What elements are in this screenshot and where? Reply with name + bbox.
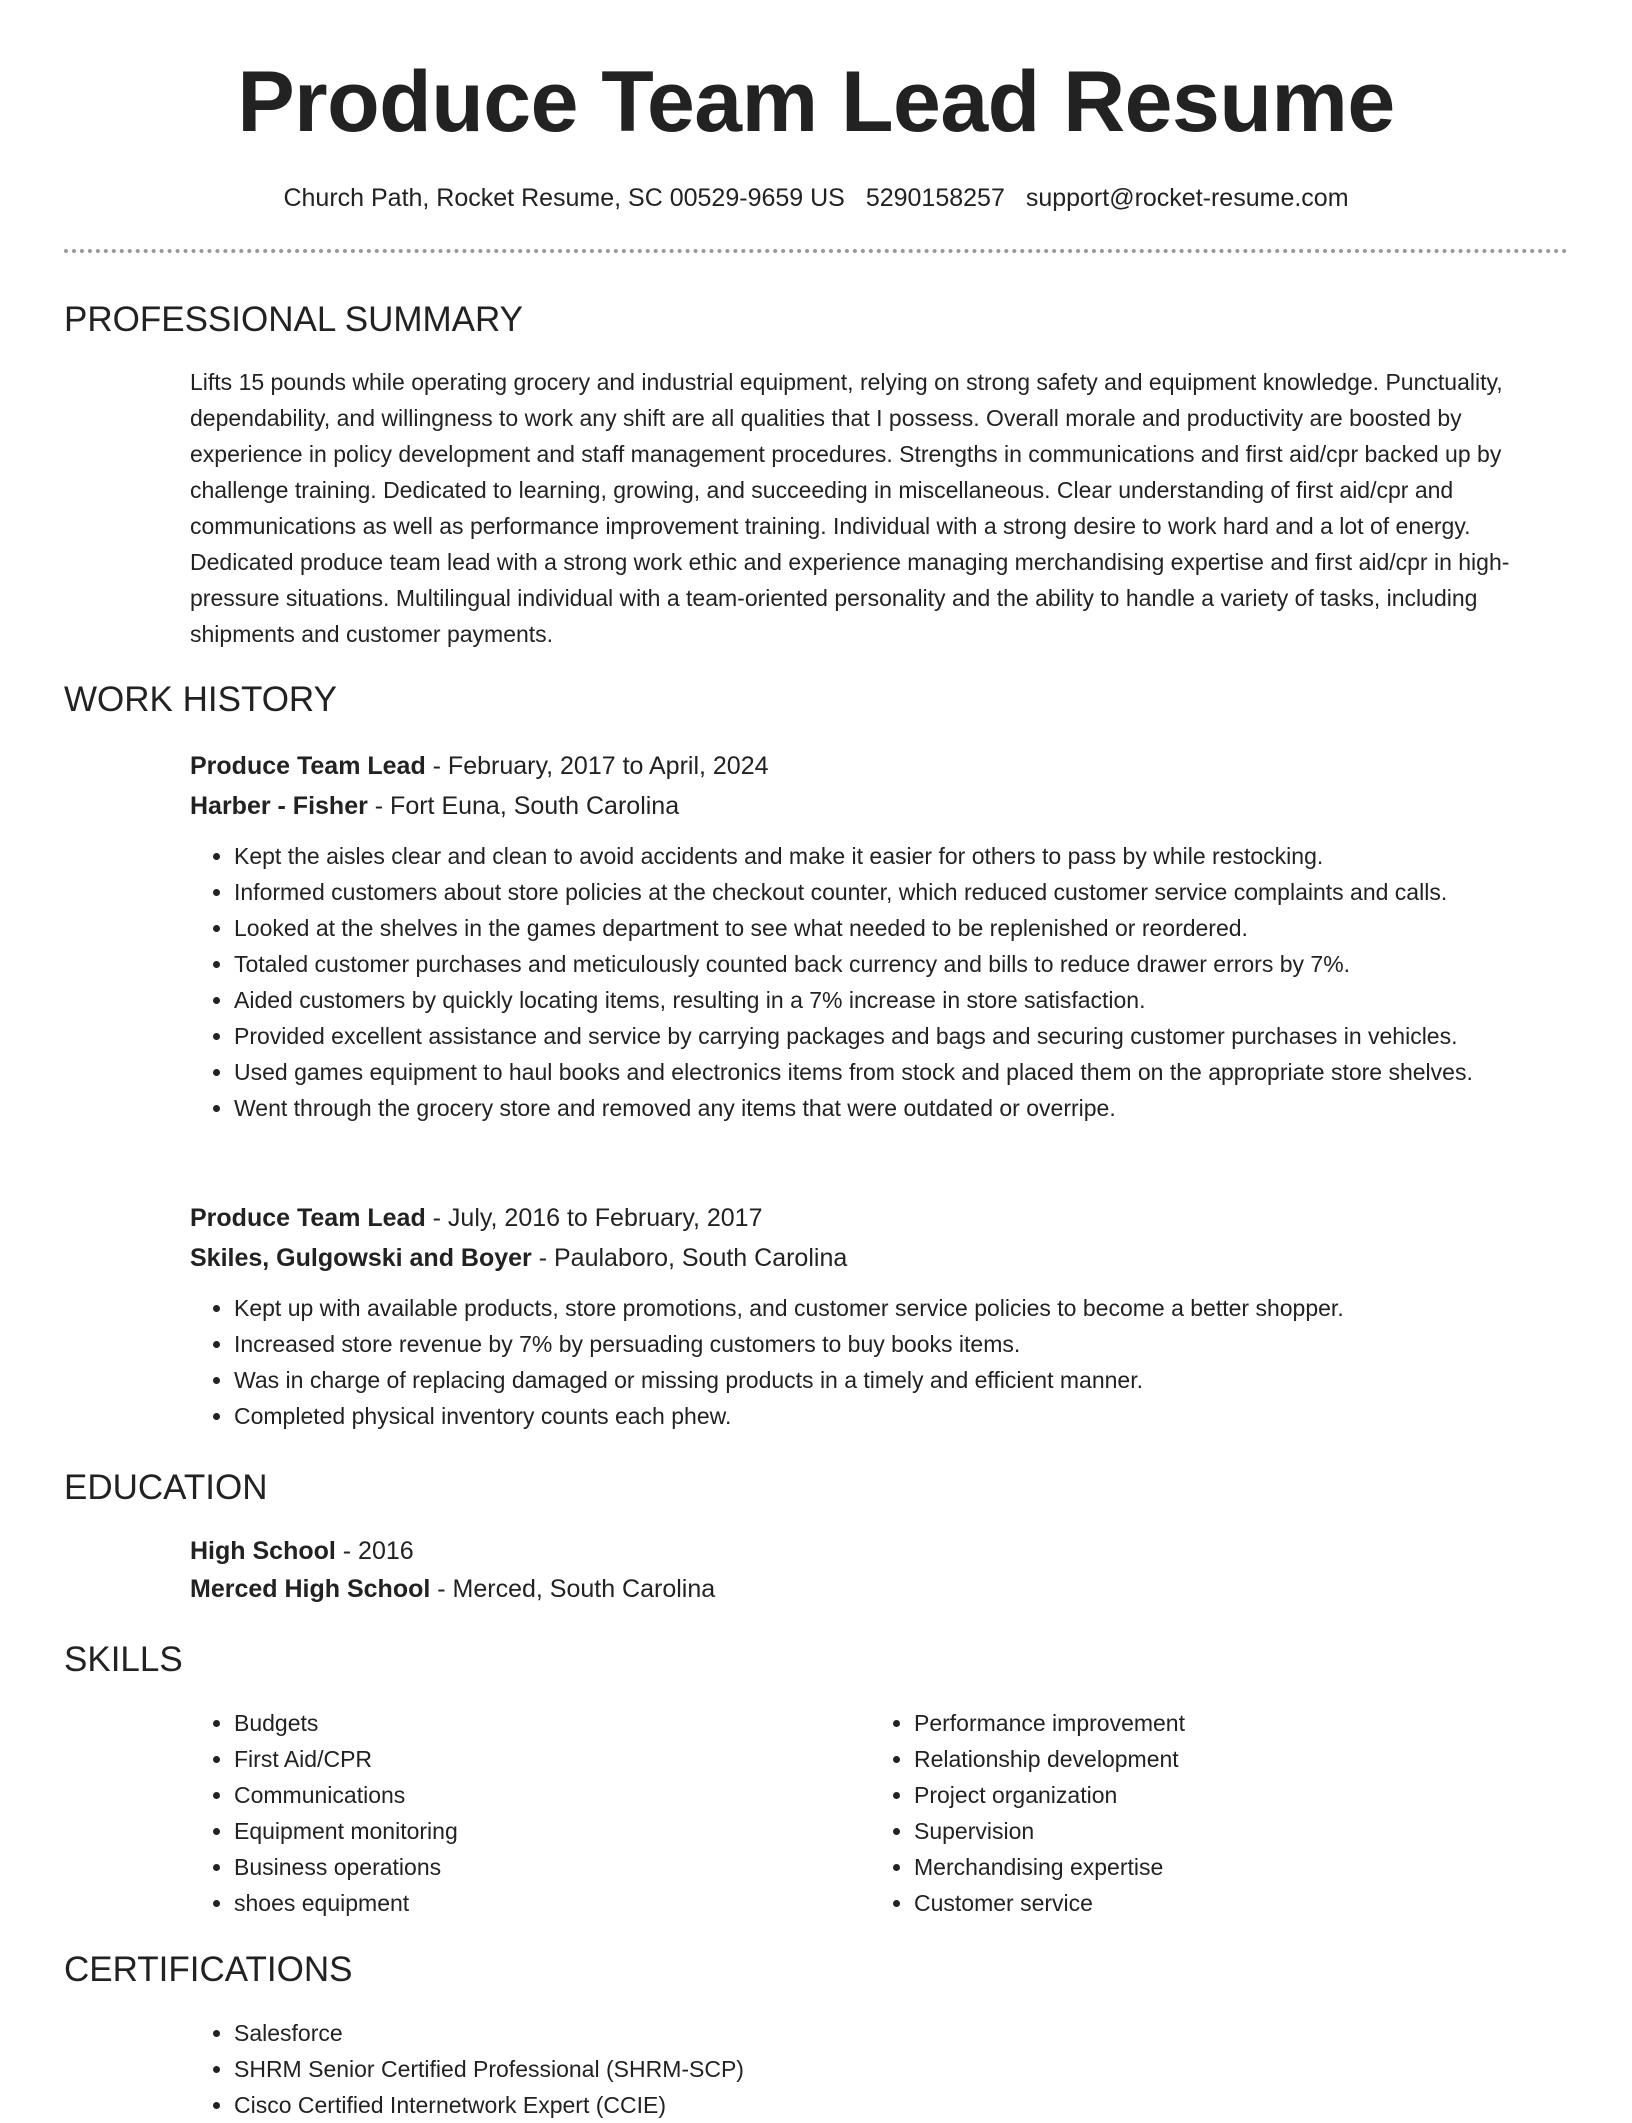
education-degree-line [190,1532,1568,1570]
summary-text: Lifts 15 pounds while operating grocery and industrial equipment, relying on strong safety and equipment knowledge. Punctuality, dependability, and willingness to work any shift are all qualities that I possess. Overall morale and productivity are boosted by experience in policy development and staff management procedures. Strengths in communications and first aid/cpr backed up by challenge training. Dedicated to learning, growing, and succeeding in miscellaneous. Clear understanding of first aid/cpr and communications as well as performance improvement training. Individual with a strong desire to work hard and a lot of energy. Dedicated produce team lead with a strong work ethic and experience managing merchandising expertise and first aid/cpr in high-pressure situations. Multilingual individual with a team-oriented personality and the ability to handle a variety of tasks, including shipments and customer payments. [190,369,1510,647]
list-item: • Informed customers about store policies at the checkout counter, which reduced customer service complaints and calls. [234,874,1568,910]
job-company: Harber - Fisher [190,792,368,820]
job-company-line [190,786,1568,826]
list-item: • Equipment monitoring [234,1813,830,1849]
list-item: • Looked at the shelves in the games department to see what needed to be replenished or reordered. [234,910,1568,946]
skills-list-left [190,1705,830,1921]
skills-heading: SKILLS [64,1640,183,1679]
job-bullets [190,1290,1568,1434]
education-entry [190,1532,1568,1608]
list-item: • Performance improvement [914,1705,1510,1741]
job-entry-2 [190,1198,1568,1434]
job-company: Skiles, Gulgowski and Boyer [190,1244,532,1272]
list-item: • Project organization [914,1777,1510,1813]
education-heading: EDUCATION [64,1468,268,1507]
list-item: • Increased store revenue by 7% by persuading customers to buy books items. [234,1326,1568,1362]
skills-column-left [190,1705,830,1921]
education-location: - Merced, South Carolina [430,1575,716,1603]
contact-line [64,180,1568,216]
list-item: • Communications [234,1777,830,1813]
list-item: • Kept up with available products, store promotions, and customer service policies to become a better shopper. [234,1290,1568,1326]
job-location: - Fort Euna, South Carolina [367,792,680,820]
job-company-line [190,1238,1568,1278]
list-item: • Completed physical inventory counts each phew. [234,1398,1568,1434]
job-dates: - February, 2017 to April, 2024 [425,752,769,780]
list-item: • Used games equipment to haul books and electronics items from stock and placed them on the appropriate store shelves. [234,1054,1568,1090]
list-item: • Salesforce [234,2015,1568,2051]
education-school: Merced High School [190,1575,431,1603]
certifications-section [190,2015,1568,2123]
summary-section [190,364,1568,652]
list-item: • SHRM Senior Certified Professional (SHRM-SCP) [234,2051,1568,2087]
list-item: • Cisco Certified Internetwork Expert (CCIE) [234,2087,1568,2123]
list-item: • Kept the aisles clear and clean to avoid accidents and make it easier for others to pass by while restocking. [234,838,1568,874]
list-item: • Supervision [914,1813,1510,1849]
job-title: Produce Team Lead [190,752,426,780]
job-location: - Paulaboro, South Carolina [531,1244,848,1272]
list-item: • Customer service [914,1885,1510,1921]
job-bullets [190,838,1568,1126]
job-title-line [190,1198,1568,1238]
list-item: • Business operations [234,1849,830,1885]
job-title: Produce Team Lead [190,1204,426,1232]
job-title-line [190,746,1568,786]
list-item: • Merchandising expertise [914,1849,1510,1885]
skills-column-right [870,1705,1510,1921]
contact-phone: 5290158257 [865,184,1005,212]
list-item: • Aided customers by quickly locating items, resulting in a 7% increase in store satisfaction. [234,982,1568,1018]
certifications-heading: CERTIFICATIONS [64,1950,353,1989]
list-item: • Was in charge of replacing damaged or missing products in a timely and efficient manner. [234,1362,1568,1398]
contact-address: Church Path, Rocket Resume, SC 00529-9659 US [283,184,845,212]
summary-heading: PROFESSIONAL SUMMARY [64,300,523,339]
education-school-line [190,1570,1568,1608]
job-entry-1 [190,746,1568,1126]
job-dates: - July, 2016 to February, 2017 [425,1204,763,1232]
resume-title: Produce Team Lead Resume [237,54,1395,150]
education-degree: High School [190,1537,336,1565]
list-item: • Relationship development [914,1741,1510,1777]
list-item: • Totaled customer purchases and meticulously counted back currency and bills to reduce drawer errors by 7%. [234,946,1568,982]
work-history-heading: WORK HISTORY [64,680,337,719]
contact-email: support@rocket-resume.com [1025,184,1349,212]
list-item: • Provided excellent assistance and service by carrying packages and bags and securing customer purchases in vehicles. [234,1018,1568,1054]
list-item: • First Aid/CPR [234,1741,830,1777]
list-item: • Budgets [234,1705,830,1741]
list-item: • shoes equipment [234,1885,830,1921]
list-item: • Went through the grocery store and removed any items that were outdated or overripe. [234,1090,1568,1126]
education-year: - 2016 [335,1537,414,1565]
skills-list-right [870,1705,1510,1921]
header-divider [64,249,1568,253]
certifications-list [190,2015,1568,2123]
